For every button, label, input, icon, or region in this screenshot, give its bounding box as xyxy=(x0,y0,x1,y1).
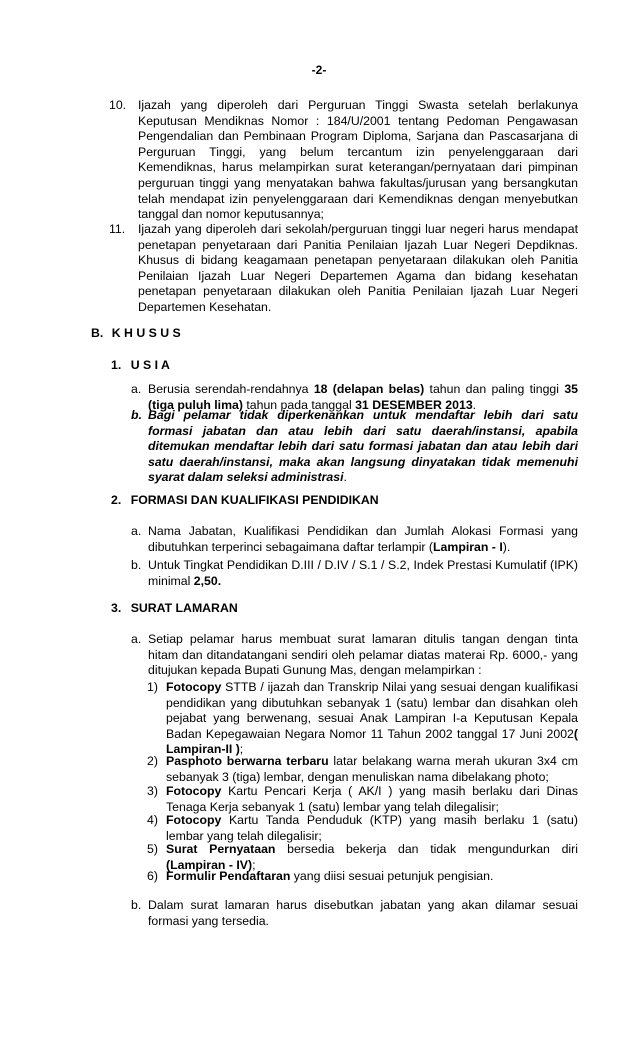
list-item-text: ; xyxy=(252,857,256,872)
surat-item-a xyxy=(131,632,578,679)
list-item xyxy=(147,813,578,844)
usia-item-b-marker: b. xyxy=(131,408,142,422)
list-item-bold: ( Lampiran-II ) xyxy=(166,726,578,757)
lampiran-ref: Lampiran - I xyxy=(433,539,503,554)
list-item xyxy=(147,754,578,785)
list-item xyxy=(147,680,578,758)
list-item-bold: Formulir Pendaftaran xyxy=(166,869,291,883)
list-item-text: ; xyxy=(239,742,244,757)
list-item-number: 3) xyxy=(147,784,158,798)
list-item-bold: Surat Pernyataan xyxy=(166,842,276,856)
list-item-number: 6) xyxy=(147,869,158,883)
list-item-text: Kartu Pencari Kerja ( AK/I ) yang masih berlaku dari Dinas Tenaga Kerja sebanyak 1 (satu) lembar yang telah dilegalisir; xyxy=(166,784,578,814)
list-item-number: 4) xyxy=(147,813,158,827)
list-item-bold: Fotocopy xyxy=(166,680,222,694)
section-b-marker: B. xyxy=(91,326,104,340)
cutoff-date: 31 DESEMBER 2013 xyxy=(355,397,473,412)
surat-title: SURAT LAMARAN xyxy=(130,601,238,615)
surat-heading xyxy=(111,601,238,617)
page-number: -2- xyxy=(311,63,327,77)
list-item-number: 5) xyxy=(147,842,158,856)
surat-item-b-marker: b. xyxy=(131,898,142,912)
usia-warning-end: . xyxy=(343,470,347,485)
list-item-text: Kartu Tanda Penduduk (KTP) yang masih berlaku 1 (satu) lembar yang telah dilegalisir; xyxy=(166,813,578,843)
usia-title: U S I A xyxy=(130,358,170,372)
formasi-item-b xyxy=(131,558,578,589)
list-item-text: bersedia bekerja dan tidak mengundurkan diri xyxy=(275,842,578,856)
general-item-text: Ijazah yang diperoleh dari Perguruan Tinggi Swasta setelah berlakunya Keputusan Mendiknas Nomor : 184/U/2001 tentang Pedoman Pengawasan Pengendalian dan Pembinaan Program Diploma, Sarjana dan Pascasarjana di Perguruan Tinggi, yang belum tercantum izin penyelenggaraan dari Kemendiknas, harus melampirkan surat keterangan/pernyataan dari pimpinan perguruan tinggi yang menyatakan bahwa fakultas/jurusan yang bersangkutan telah mendapat izin penyelenggaraan dari Kemendiknas dengan menyebutkan tanggal dan nomor keputusannya; xyxy=(138,98,578,222)
general-item-number: 11. xyxy=(109,222,126,236)
list-item-bold: (Lampiran - IV) xyxy=(166,857,253,872)
usia-heading xyxy=(111,358,170,374)
section-b-heading xyxy=(91,326,181,342)
surat-item-a-marker: a. xyxy=(131,632,142,646)
usia-item-a-marker: a. xyxy=(131,382,142,396)
formasi-item-a xyxy=(131,524,578,555)
list-item-text: yang diisi sesuai petunjuk pengisian. xyxy=(290,869,494,883)
usia-text: tahun pada tanggal xyxy=(242,397,356,412)
surat-item-b-text: Dalam surat lamaran harus disebutkan jabatan yang akan dilamar sesuai formasi yang tersedia. xyxy=(148,898,578,928)
usia-item-b xyxy=(131,408,578,486)
surat-marker: 3. xyxy=(111,601,122,615)
formasi-title: FORMASI DAN KUALIFIKASI PENDIDIKAN xyxy=(130,493,379,507)
section-b-title: K H U S U S xyxy=(111,326,181,340)
formasi-item-b-marker: b. xyxy=(131,558,142,572)
list-item xyxy=(147,869,578,885)
list-item-text: STTB / ijazah dan Transkrip Nilai yang sesuai dengan kualifikasi pendidikan yang dibutuhkan sebanyak 1 (satu) lembar dan disahkan oleh pejabat yang berwenang, sesuai Anak Lampiran I-a Keputusan Kepala Badan Kepegawaian Negara Nomor 11 Tahun 2002 tanggal 17 Juni 2002 xyxy=(166,680,578,741)
list-item-number: 1) xyxy=(147,680,158,694)
surat-item-b xyxy=(131,898,578,929)
formasi-heading xyxy=(111,493,379,509)
usia-text: tahun dan paling tinggi xyxy=(424,382,565,396)
usia-text: . xyxy=(472,397,477,412)
list-item-bold: Pasphoto berwarna terbaru xyxy=(166,754,329,768)
ipk-min: 2,50. xyxy=(193,573,222,588)
general-item-10 xyxy=(109,98,578,223)
general-item-number: 10. xyxy=(109,98,127,112)
formasi-text: ). xyxy=(502,539,511,554)
age-min: 18 (delapan belas) xyxy=(313,382,425,396)
general-item-text: Ijazah yang diperoleh dari sekolah/perguruan tinggi luar negeri harus mendapat penetapan penyetaraan dari Panitia Penilaian Ijazah Luar Negeri Depdiknas. Khusus di bidang keagamaan penetapan penyetaraan dilakukan oleh Panitia Penilaian Ijazah Luar Negeri Departemen Agama dan bidang kesehatan penetapan penyetaraan dilakukan oleh Panitia Penilaian Ijazah Luar Negeri Departemen Kesehatan. xyxy=(138,222,578,314)
usia-warning-text: Bagi pelamar tidak diperkenankan untuk mendaftar lebih dari satu formasi jabatan dan atau lebih dari satu daerah/instansi, apabila ditemukan mendaftar lebih dari satu formasi jabatan dan atau lebih dari satu daerah/instansi, maka akan langsung dinyatakan tidak memenuhi syarat dalam seleksi administrasi xyxy=(148,408,578,485)
general-item-11 xyxy=(109,222,578,316)
formasi-text: Untuk Tingkat Pendidikan D.III / D.IV / S.1 / S.2, Indek Prestasi Kumulatif (IPK) minimal xyxy=(148,558,578,588)
formasi-marker: 2. xyxy=(111,493,122,507)
formasi-item-a-marker: a. xyxy=(131,524,142,538)
age-max: 35 (tiga puluh lima) xyxy=(148,382,578,412)
usia-text: Berusia serendah-rendahnya xyxy=(148,382,314,396)
surat-item-a-text: Setiap pelamar harus membuat surat lamaran ditulis tangan dengan tinta hitam dan ditandatangani sendiri oleh pelamar diatas materai Rp. 6000,- yang ditujukan kepada Bupati Gunung Mas, dengan melampirkan : xyxy=(148,632,578,678)
formasi-text: Nama Jabatan, Kualifikasi Pendidikan dan Jumlah Alokasi Formasi yang dibutuhkan terperinci sebagaimana daftar terlampir ( xyxy=(148,524,578,554)
list-item xyxy=(147,784,578,815)
list-item-number: 2) xyxy=(147,754,158,768)
list-item-bold: Fotocopy xyxy=(166,784,222,798)
usia-marker: 1. xyxy=(111,358,122,372)
list-item-bold: Fotocopy xyxy=(166,813,222,827)
list-item-text: latar belakang warna merah ukuran 3x4 cm sebanyak 3 (tiga) lembar, dengan menuliskan nama dibelakang photo; xyxy=(166,754,578,784)
